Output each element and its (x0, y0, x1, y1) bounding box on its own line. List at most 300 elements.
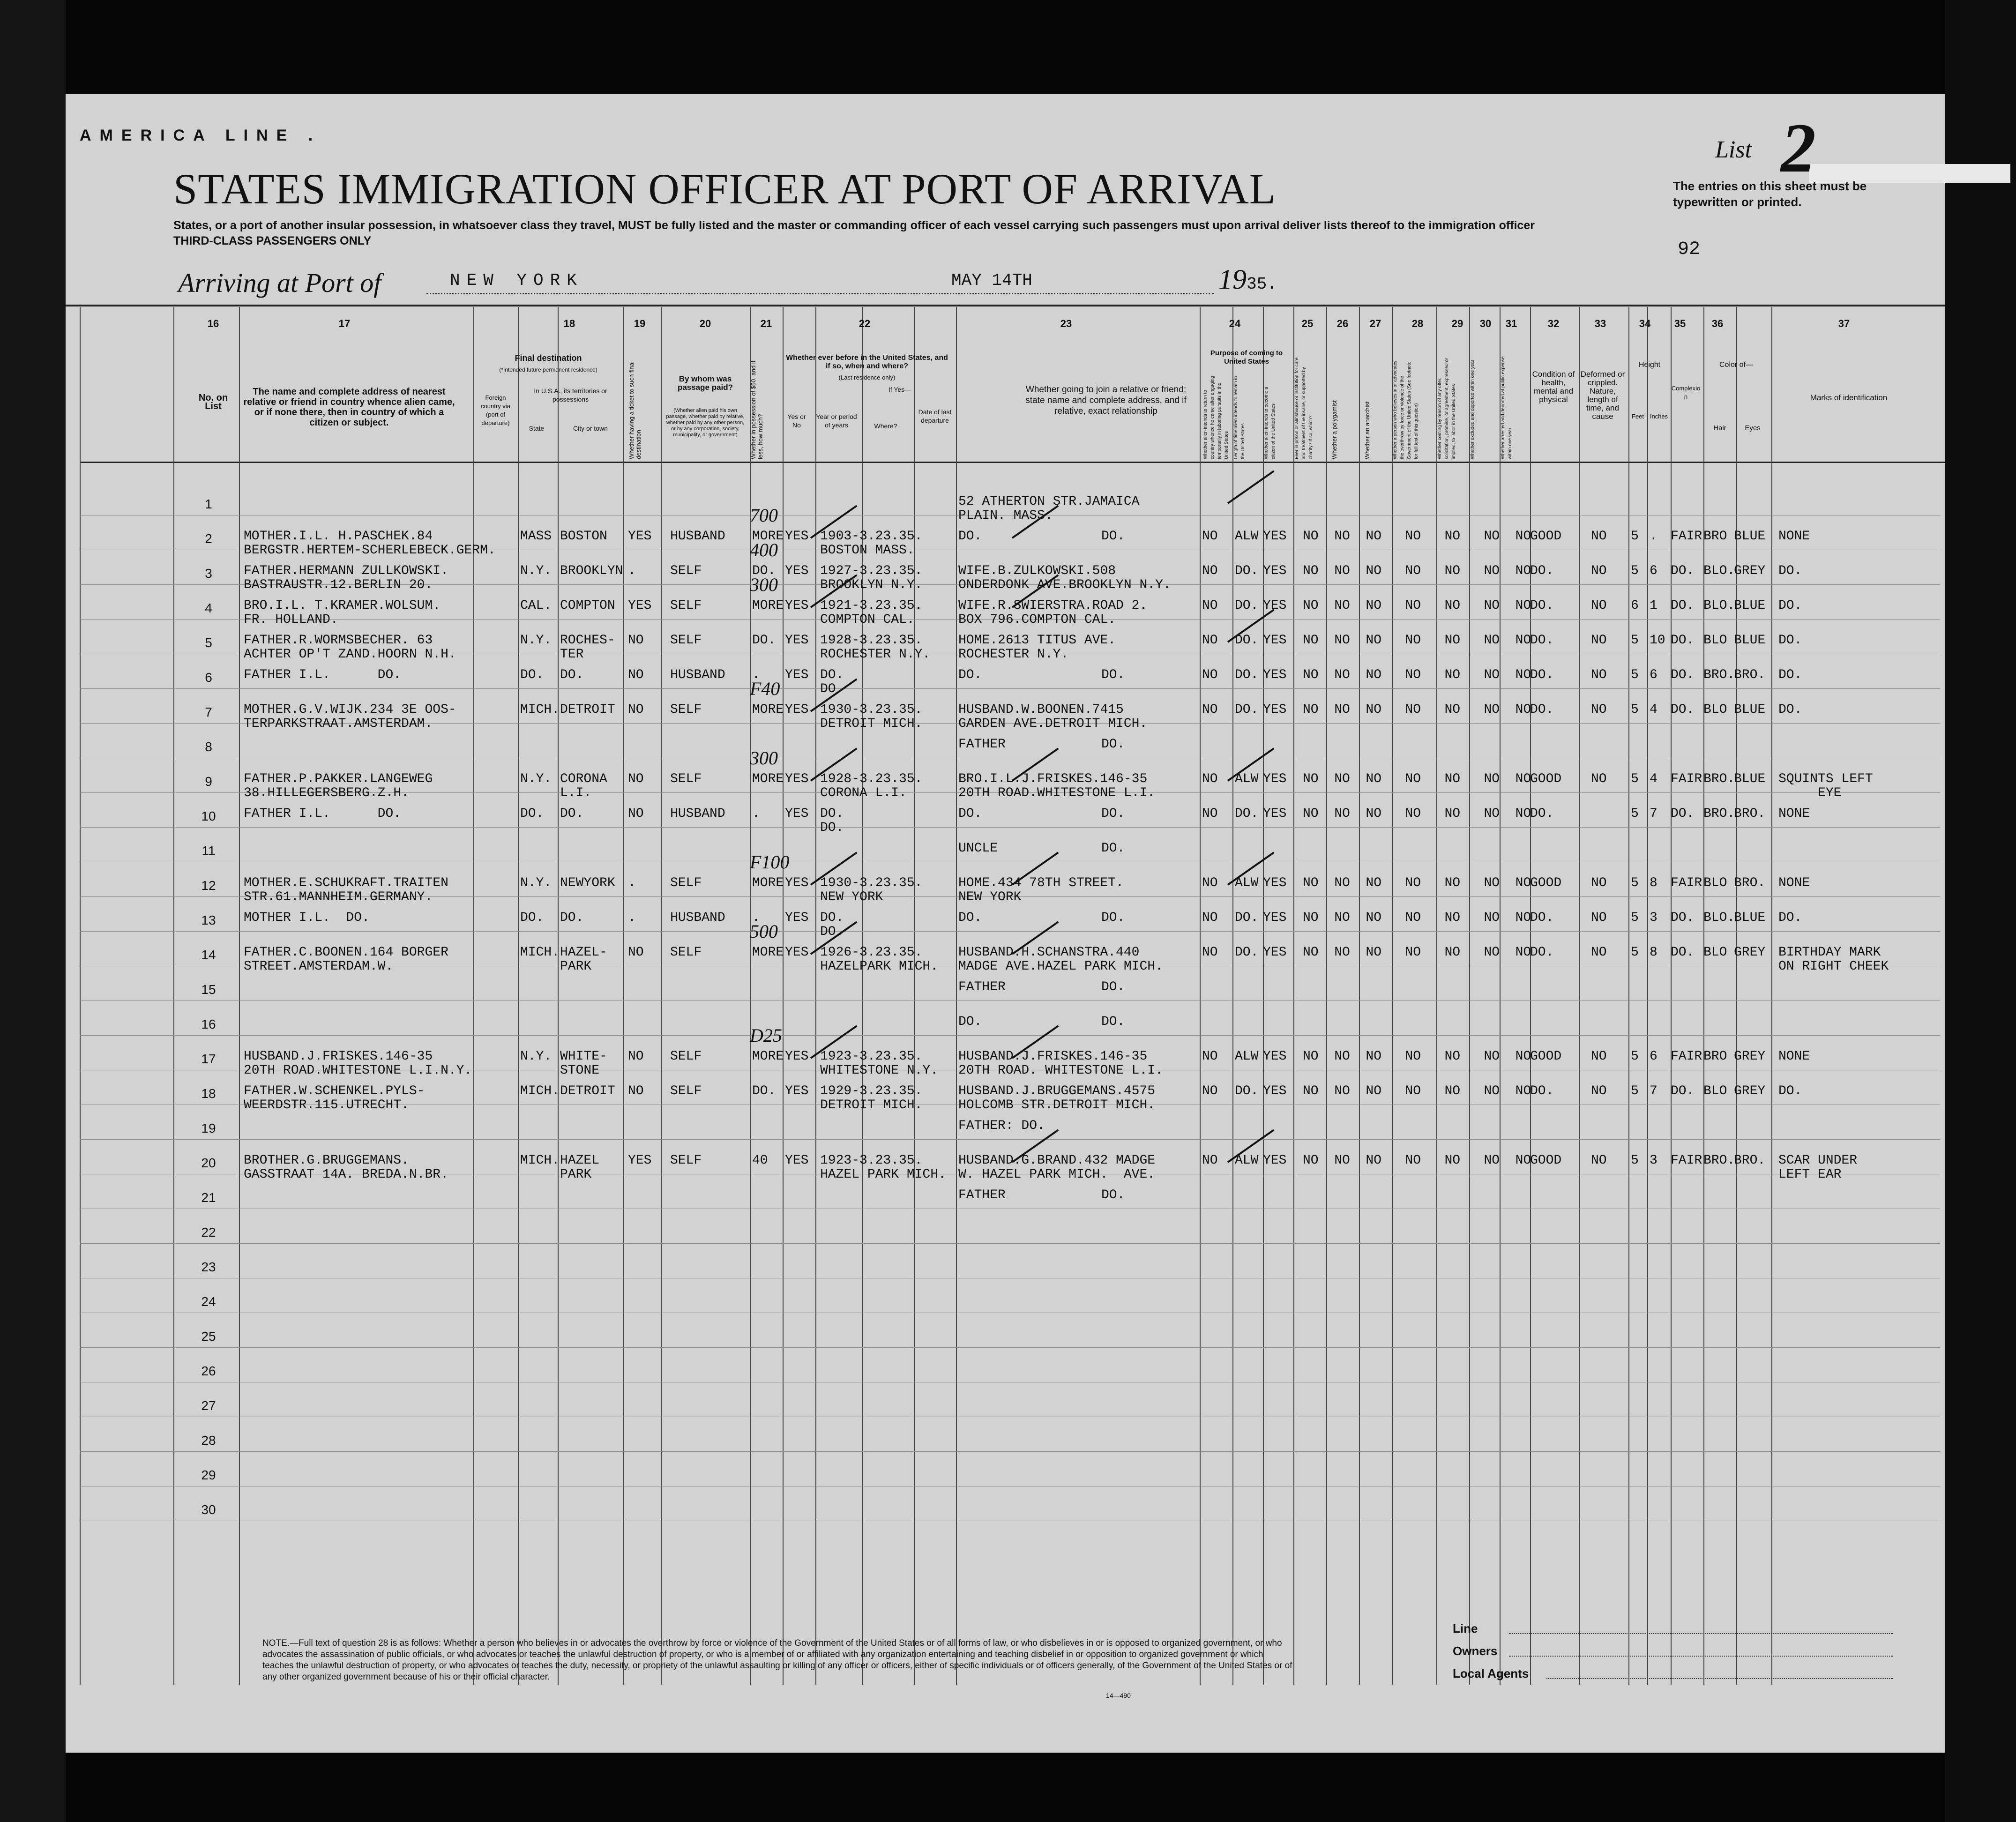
cell-purpose-length: ALW (1235, 1153, 1259, 1168)
cell-complexion: DO. (1671, 911, 1695, 925)
cell-joining: HUSBAND.H.SCHANSTRA.440 MADGE AVE.HAZEL PARK MICH. (958, 945, 1163, 974)
cell-dest-city: BROOKLYN (560, 564, 623, 578)
col-number-25: 25 (1301, 318, 1314, 329)
owners-label: Owners (1453, 1644, 1498, 1658)
cell-money: MORE (752, 529, 784, 544)
cell-years: 1923-3.23.35. (820, 1049, 923, 1064)
col-number-22: 22 (859, 318, 871, 329)
cell-inches: 4 (1650, 772, 1658, 786)
cell-purpose-citizen: YES (1263, 1084, 1287, 1098)
cell-dest-city: DO. (560, 911, 584, 925)
header-no-on-list: No. on List (198, 393, 228, 411)
cell-deformed: NO (1591, 1153, 1607, 1168)
scan-border (1945, 0, 2016, 1822)
cell-where: DETROIT MICH. (820, 1098, 923, 1113)
cell-questions-25-31: NO NO NO NO NO NO NO (1303, 598, 1531, 613)
cell-purpose-length: ALW (1235, 529, 1259, 544)
cell-joining-ditto: DO. (1101, 529, 1125, 544)
cell-joining: DO. (958, 529, 982, 544)
cell-marks: NONE (1778, 529, 1810, 544)
cell-been-before: YES (785, 668, 809, 682)
col-number-19: 19 (634, 318, 646, 329)
row-number: 1 (205, 497, 212, 511)
cell-purpose-return: NO (1202, 598, 1218, 613)
cell-dest-state: MICH. (520, 702, 560, 717)
cell-eyes: BLUE (1734, 529, 1766, 544)
header-arrested: Whether arrested and deported at public expense within one year (1501, 356, 1513, 459)
cell-health: GOOD (1530, 772, 1562, 786)
cell-health: DO. (1530, 806, 1554, 821)
cell-marks: DO. (1778, 702, 1802, 717)
cell-money: . (752, 806, 760, 821)
cell-passage-paid: SELF (670, 702, 702, 717)
cell-purpose-return: NO (1202, 668, 1218, 682)
cell-relative-address: FATHER.R.WORMSBECHER. 63 ACHTER OP'T ZAND.HOORN N.H. (244, 633, 456, 662)
binder-edge (0, 0, 66, 1822)
cell-joining: BRO.I.L.J.FRISKES.146-35 20TH ROAD.WHITESTONE L.I. (958, 772, 1156, 800)
cell-feet: 5 (1631, 529, 1639, 544)
cell-inches: 6 (1650, 564, 1658, 578)
cell-ticket: YES (628, 529, 652, 544)
cell-purpose-length: DO. (1235, 668, 1259, 682)
row-rule (80, 1035, 1940, 1036)
cell-ticket: NO (628, 668, 644, 682)
cell-questions-25-31: NO NO NO NO NO NO NO (1303, 772, 1531, 786)
cell-purpose-citizen: YES (1263, 668, 1287, 682)
cell-relative-address: FATHER.W.SCHENKEL.PYLS- WEERDSTR.115.UTRECHT. (244, 1084, 425, 1113)
cell-health: DO. (1530, 633, 1554, 648)
cell-health: DO. (1530, 1084, 1554, 1098)
cell-questions-25-31: NO NO NO NO NO NO NO (1303, 702, 1531, 717)
port-of-arrival: NEW YORK (450, 271, 583, 290)
header-if-yes: If Yes— (888, 386, 911, 393)
cell-complexion: FAIR (1671, 529, 1702, 544)
cell-marks: DO. (1778, 633, 1802, 648)
header-state: State (529, 425, 545, 432)
cell-purpose-citizen: YES (1263, 911, 1287, 925)
row-number: 26 (201, 1364, 216, 1378)
column-rule (473, 307, 474, 1685)
cell-eyes: BRO. (1734, 1153, 1766, 1168)
row-number: 3 (205, 566, 212, 581)
row-number: 12 (201, 878, 216, 893)
cell-feet: 5 (1631, 772, 1639, 786)
header-excluded: Whether excluded and deported within one year (1470, 359, 1475, 459)
cell-complexion: DO. (1671, 564, 1695, 578)
row-number: 30 (201, 1502, 216, 1517)
cell-dest-state: DO. (520, 806, 544, 821)
cell-complexion: FAIR (1671, 1049, 1702, 1064)
cell-been-before: YES (785, 911, 809, 925)
cell-where: DETROIT MICH. (820, 717, 923, 731)
header-last-departure: Date of last departure (918, 408, 952, 424)
header-yes-or-no: Yes or No (787, 413, 806, 429)
header-inches: Inches (1650, 413, 1668, 420)
cell-questions-25-31: NO NO NO NO NO NO NO (1303, 529, 1531, 544)
cell-joining: WIFE.R.SWIERSTRA.ROAD 2. BOX 796.COMPTON CAL. (958, 598, 1148, 627)
cell-joining: FATHER (958, 1188, 1006, 1202)
cell-relative-address: FATHER.C.BOONEN.164 BORGER STREET.AMSTERDAM.W. (244, 945, 448, 974)
cell-dest-state: N.Y. (520, 564, 552, 578)
cell-hair: BRO. (1703, 772, 1735, 786)
cell-money: 40 (752, 1153, 768, 1168)
cell-inches: 8 (1650, 945, 1658, 960)
cell-deformed: NO (1591, 772, 1607, 786)
cell-complexion: DO. (1671, 668, 1695, 682)
cell-purpose-citizen: YES (1263, 633, 1287, 648)
row-number: 10 (201, 809, 216, 823)
cell-health: GOOD (1530, 1153, 1562, 1168)
col-number-29: 29 (1451, 318, 1463, 329)
header-anarchist: Whether an anarchist (1364, 401, 1371, 459)
cell-feet: 6 (1631, 598, 1639, 613)
header-bottom-rule (80, 462, 1945, 463)
column-rule (1671, 307, 1672, 1685)
cell-joining: HUSBAND.W.BOONEN.7415 GARDEN AVE.DETROIT MICH. (958, 702, 1148, 731)
cell-passage-paid: HUSBAND (670, 911, 725, 925)
header-marks: Marks of identification (1810, 393, 1888, 402)
cell-joining: HUSBAND.G.BRAND.432 MADGE W. HAZEL PARK MICH. AVE. (958, 1153, 1156, 1182)
cell-purpose-length: DO. (1235, 945, 1259, 960)
cell-purpose-return: NO (1202, 945, 1218, 960)
steamship-line: AMERICA LINE . (80, 127, 321, 144)
cell-dest-state: N.Y. (520, 772, 552, 786)
col-number-26: 26 (1337, 318, 1349, 329)
cell-health: GOOD (1530, 1049, 1562, 1064)
manifest-sheet (66, 94, 1945, 1753)
cell-purpose-citizen: YES (1263, 529, 1287, 544)
cell-eyes: BLUE (1734, 772, 1766, 786)
cell-marks: NONE (1778, 1049, 1810, 1064)
header-purpose: Purpose of coming to United States (1210, 349, 1283, 366)
year-prefix: 19 (1218, 264, 1247, 295)
cell-complexion: FAIR (1671, 876, 1702, 890)
cell-passage-paid: HUSBAND (670, 806, 725, 821)
cell-hair: BLO (1703, 876, 1727, 890)
cell-where: ROCHESTER N.Y. (820, 647, 931, 662)
cell-hair: BLO (1703, 1084, 1727, 1098)
cell-ticket: . (628, 876, 636, 890)
cell-money: . (752, 668, 760, 682)
cell-feet: 5 (1631, 1049, 1639, 1064)
col-number-31: 31 (1505, 318, 1517, 329)
row-number: 22 (201, 1225, 216, 1240)
cell-money: DO. (752, 564, 776, 578)
year-suffix: 35. (1247, 275, 1277, 294)
header-complexion: Complexion (1671, 385, 1701, 400)
column-rule (1200, 307, 1201, 1685)
header-nearest-relative: The name and complete address of nearest relative or friend in country whence alien came, or if none there, then in country of which a citizen or subject. (243, 387, 455, 428)
row-number: 2 (205, 531, 212, 546)
cell-deformed: NO (1591, 668, 1607, 682)
cell-relative-address: FATHER.P.PAKKER.LANGEWEG 38.HILLEGERSBERG.Z.H. (244, 772, 433, 800)
cell-joining: DO. (958, 911, 982, 925)
cell-been-before: YES (785, 1049, 809, 1064)
cell-been-before: YES (785, 633, 809, 648)
cell-relative-address: MOTHER I.L. DO. (244, 911, 370, 925)
cell-inches: 3 (1650, 911, 1658, 925)
cell-marks: BIRTHDAY MARK ON RIGHT CHEEK (1778, 945, 1889, 974)
cell-inches: 7 (1650, 1084, 1658, 1098)
cell-health: GOOD (1530, 876, 1562, 890)
cell-purpose-return: NO (1202, 633, 1218, 648)
cell-years: 1930-3.23.35. (820, 876, 923, 890)
cell-complexion: DO. (1671, 945, 1695, 960)
cell-joining-ditto: DO. (1101, 980, 1125, 994)
cell-passage-paid: SELF (670, 564, 702, 578)
cell-joining: 52 ATHERTON STR.JAMAICA PLAIN. MASS. (958, 494, 1140, 523)
footnote-question-28: NOTE.—Full text of question 28 is as follows: Whether a person who believes in or advocates the overthrow by force or violence of the Government of the United States or of all forms of law, or who disbelieves in or is opposed to organized government, or who advocates the assassination of public officials, or who advocates or teaches the unlawful destruction of property, or who is a member of or affiliated with any organization entertaining and teaching disbelief in or opposition to organized government or which teaches the unlawful destruction of property, or who advocates or teaches the duty, necessity, or propriety of the unlawful assaulting or killing of any officer or officers, either of specific individuals or of officers generally, of the Government of the United States or of any other organized government because of his or their official character. (262, 1638, 1292, 1682)
list-label: List (1715, 136, 1752, 163)
column-rule (815, 307, 816, 1685)
header-passage-paid-note: (Whether alien paid his own passage, whether paid by relative, whether paid by any other person, or by any corporation, society, municipality, or government) (666, 408, 745, 438)
cell-feet: 5 (1631, 702, 1639, 717)
arriving-label: Arriving at Port of (178, 268, 381, 298)
cell-marks: NONE (1778, 806, 1810, 821)
agents-underline (1546, 1678, 1893, 1679)
col-number-28: 28 (1411, 318, 1424, 329)
cell-passage-paid: SELF (670, 633, 702, 648)
cell-passage-paid: SELF (670, 945, 702, 960)
handwritten-amount: F40 (750, 678, 780, 699)
cell-ticket: NO (628, 633, 644, 648)
check-mark (1227, 470, 1275, 504)
col-number-33: 33 (1594, 318, 1606, 329)
page-number: 92 (1678, 239, 1701, 260)
cell-purpose-citizen: YES (1263, 772, 1287, 786)
header-year-period: Year or period of years (816, 413, 857, 429)
column-rule (1326, 307, 1327, 1685)
cell-been-before: YES (785, 1084, 809, 1098)
local-agents-label: Local Agents (1453, 1666, 1529, 1680)
cell-relative-address: MOTHER.G.V.WIJK.234 3E OOS- TERPARKSTRAAT.AMSTERDAM. (244, 702, 456, 731)
cell-dest-state: N.Y. (520, 633, 552, 648)
cell-eyes: BRO. (1734, 876, 1766, 890)
header-usa: In U.S.A., its territories or possessions (534, 387, 607, 403)
cell-purpose-length: DO. (1235, 633, 1259, 648)
cell-money: DO. (752, 1084, 776, 1098)
cell-years: 1926-3.23.35. (820, 945, 923, 960)
cell-health: DO. (1530, 945, 1554, 960)
cell-ticket: YES (628, 598, 652, 613)
cell-dest-state: MICH. (520, 1084, 560, 1098)
cell-dest-state: DO. (520, 668, 544, 682)
handwritten-amount: F100 (750, 851, 790, 873)
column-rule (518, 307, 519, 1685)
cell-money: MORE (752, 945, 784, 960)
header-ticket: Whether having a ticket to such final destination (628, 361, 642, 459)
cell-dest-state: N.Y. (520, 876, 552, 890)
header-city: City or town (573, 425, 608, 432)
header-foreign-country: Foreign country via (port of departure) (481, 394, 510, 426)
cell-dest-city: NEWYORK (560, 876, 615, 890)
header-prison: Ever in prison or almshouse or institution for care and treatment of the insane, or supported by charity? If so, which? (1294, 357, 1314, 459)
entries-note: The entries on this sheet must be typewritten or printed. (1673, 179, 1867, 209)
cell-dest-city: DO. (560, 806, 584, 821)
cell-eyes: GREY (1734, 945, 1766, 960)
cell-joining-ditto: DO. (1101, 668, 1125, 682)
cell-money: MORE (752, 772, 784, 786)
col-number-18: 18 (563, 318, 575, 329)
cell-joining-ditto: DO. (1101, 737, 1125, 752)
cell-eyes: BRO. (1734, 668, 1766, 682)
cell-questions-25-31: NO NO NO NO NO NO NO (1303, 668, 1531, 682)
cell-purpose-return: NO (1202, 806, 1218, 821)
cell-hair: BRO. (1703, 806, 1735, 821)
header-intends-return: Whether alien intends to return to country whence he came after engaging temporarily in laboring pursuits in the United States (1203, 376, 1229, 459)
list-number: 2 (1781, 109, 1816, 187)
column-rule (1628, 307, 1629, 1685)
header-passage-paid: By whom was passage paid? (677, 374, 733, 392)
row-rule (80, 688, 1940, 689)
header-labor-offer: Whether coming by reason of any offer, solicitation, promise, or agreement, expressed or implied, to labor in the United States (1437, 358, 1456, 459)
cell-joining: HOME.434 78TH STREET. NEW YORK (958, 876, 1124, 904)
handwritten-amount: D25 (750, 1025, 782, 1046)
cell-feet: 5 (1631, 633, 1639, 648)
row-number: 21 (201, 1190, 216, 1205)
cell-health: DO. (1530, 564, 1554, 578)
col-number-21: 21 (760, 318, 772, 329)
row-rule (80, 827, 1940, 828)
cell-joining: HUSBAND.J.FRISKES.146-35 20TH ROAD. WHITESTONE L.I. (958, 1049, 1163, 1078)
row-rule (80, 931, 1940, 932)
row-number: 9 (205, 774, 212, 789)
header-health: Condition of health, mental and physical (1532, 370, 1575, 404)
header-deformed: Deformed or crippled. Nature, length of time, and cause (1580, 370, 1625, 421)
cell-purpose-length: DO. (1235, 564, 1259, 578)
cell-inches: . (1650, 529, 1658, 544)
row-number: 15 (201, 982, 216, 997)
cell-where: BOSTON MASS. (820, 543, 915, 558)
cell-health: DO. (1530, 911, 1554, 925)
header-rule (66, 305, 1945, 306)
column-rule (783, 307, 784, 1685)
cell-hair: BRO. (1703, 668, 1735, 682)
cell-passage-paid: HUSBAND (670, 668, 725, 682)
arrival-date: MAY 14TH (951, 271, 1032, 290)
handwritten-amount: 400 (750, 539, 778, 560)
cell-where: HAZEL PARK MICH. (820, 1167, 946, 1182)
cell-joining: FATHER (958, 737, 1006, 752)
cell-hair: BLO. (1703, 911, 1735, 925)
cell-purpose-return: NO (1202, 1153, 1218, 1168)
row-number: 19 (201, 1121, 216, 1135)
header-final-destination: Final destination (515, 353, 582, 363)
cell-money: MORE (752, 876, 784, 890)
cell-ticket: NO (628, 1084, 644, 1098)
cell-relative-address: MOTHER.E.SCHUKRAFT.TRAITEN STR.61.MANNHEIM.GERMANY. (244, 876, 448, 904)
row-number: 23 (201, 1260, 216, 1274)
cell-relative-address: FATHER I.L. DO. (244, 806, 402, 821)
cell-years: DO. (820, 911, 844, 925)
cell-inches: 6 (1650, 668, 1658, 682)
cell-where: BROOKLYN N.Y. (820, 578, 923, 592)
header-length-of-stay: Length of time alien intends to remain in the United States (1233, 376, 1246, 459)
column-rule (239, 307, 240, 1685)
cell-years: 1903-3.23.35. (820, 529, 923, 544)
cell-eyes: BLUE (1734, 911, 1766, 925)
header-possession-50: Whether in possession of $50, and if less, how much? (750, 360, 764, 459)
cell-marks: DO. (1778, 911, 1802, 925)
cell-where: DO. (820, 925, 844, 939)
cell-inches: 4 (1650, 702, 1658, 717)
row-number: 28 (201, 1433, 216, 1448)
cell-joining: HUSBAND.J.BRUGGEMANS.4575 HOLCOMB STR.DETROIT MICH. (958, 1084, 1156, 1113)
column-rule (1579, 307, 1580, 1685)
handwritten-amount: 700 (750, 505, 778, 526)
cell-been-before: YES (785, 529, 809, 544)
col-number-36: 36 (1711, 318, 1724, 329)
cell-dest-city: DETROIT (560, 1084, 615, 1098)
cell-ticket: NO (628, 702, 644, 717)
header-overthrow: Whether a person who believes in or advocates the overthrow by force or violence of the Government of the United States (See footnote for full text of this question) (1393, 360, 1419, 459)
cell-hair: BLO (1703, 945, 1727, 960)
cell-hair: BRO (1703, 529, 1727, 544)
cell-purpose-length: ALW (1235, 876, 1259, 890)
cell-inches: 3 (1650, 1153, 1658, 1168)
owners-underline (1509, 1656, 1893, 1657)
cell-health: DO. (1530, 668, 1554, 682)
cell-purpose-citizen: YES (1263, 702, 1287, 717)
column-rule (661, 307, 662, 1685)
cell-joining-ditto: DO. (1101, 806, 1125, 821)
cell-dest-city: HAZEL- PARK (560, 945, 607, 974)
header-hair: Hair (1713, 424, 1726, 432)
cell-dest-state: MICH. (520, 945, 560, 960)
cell-been-before: YES (785, 876, 809, 890)
cell-questions-25-31: NO NO NO NO NO NO NO (1303, 1153, 1531, 1168)
cell-joining: WIFE.B.ZULKOWSKI.508 ONDERDONK AVE.BROOKLYN N.Y. (958, 564, 1171, 592)
cell-eyes: GREY (1734, 564, 1766, 578)
cell-where: NEW YORK (820, 890, 883, 904)
cell-relative-address: HUSBAND.J.FRISKES.146-35 20TH ROAD.WHITESTONE L.I.N.Y. (244, 1049, 472, 1078)
row-rule (80, 1243, 1940, 1244)
cell-joining: FATHER: DO. (958, 1119, 1045, 1133)
port-underline (426, 293, 951, 294)
cell-deformed: NO (1591, 876, 1607, 890)
header-eyes: Eyes (1745, 424, 1761, 432)
cell-been-before: YES (785, 772, 809, 786)
cell-questions-25-31: NO NO NO NO NO NO NO (1303, 564, 1531, 578)
cell-joining-ditto: DO. (1101, 841, 1125, 856)
cell-where: CORONA L.I. (820, 786, 907, 800)
col-number-27: 27 (1369, 318, 1381, 329)
cell-ticket: NO (628, 772, 644, 786)
cell-complexion: DO. (1671, 633, 1695, 648)
cell-purpose-return: NO (1202, 772, 1218, 786)
page-title: STATES IMMIGRATION OFFICER AT PORT OF ARRIVAL (173, 165, 1276, 213)
cell-purpose-return: NO (1202, 1084, 1218, 1098)
cell-relative-address: BRO.I.L. T.KRAMER.WOLSUM. FR. HOLLAND. (244, 598, 441, 627)
column-rule (1647, 307, 1648, 1685)
cell-hair: BLO. (1703, 564, 1735, 578)
cell-passage-paid: HUSBAND (670, 529, 725, 544)
cell-purpose-length: DO. (1235, 911, 1259, 925)
cell-passage-paid: SELF (670, 1084, 702, 1098)
cell-marks: SCAR UNDER LEFT EAR (1778, 1153, 1858, 1182)
cell-feet: 5 (1631, 1153, 1639, 1168)
cell-inches: 10 (1650, 633, 1665, 648)
row-number: 13 (201, 913, 216, 927)
row-rule (80, 1347, 1940, 1348)
cell-dest-city: DO. (560, 668, 584, 682)
cell-dest-state: MASS (520, 529, 552, 544)
cell-dest-state: MICH. (520, 1153, 560, 1168)
cell-joining: UNCLE (958, 841, 998, 856)
row-number: 29 (201, 1468, 216, 1482)
cell-eyes: BLUE (1734, 598, 1766, 613)
cell-money: . (752, 911, 760, 925)
